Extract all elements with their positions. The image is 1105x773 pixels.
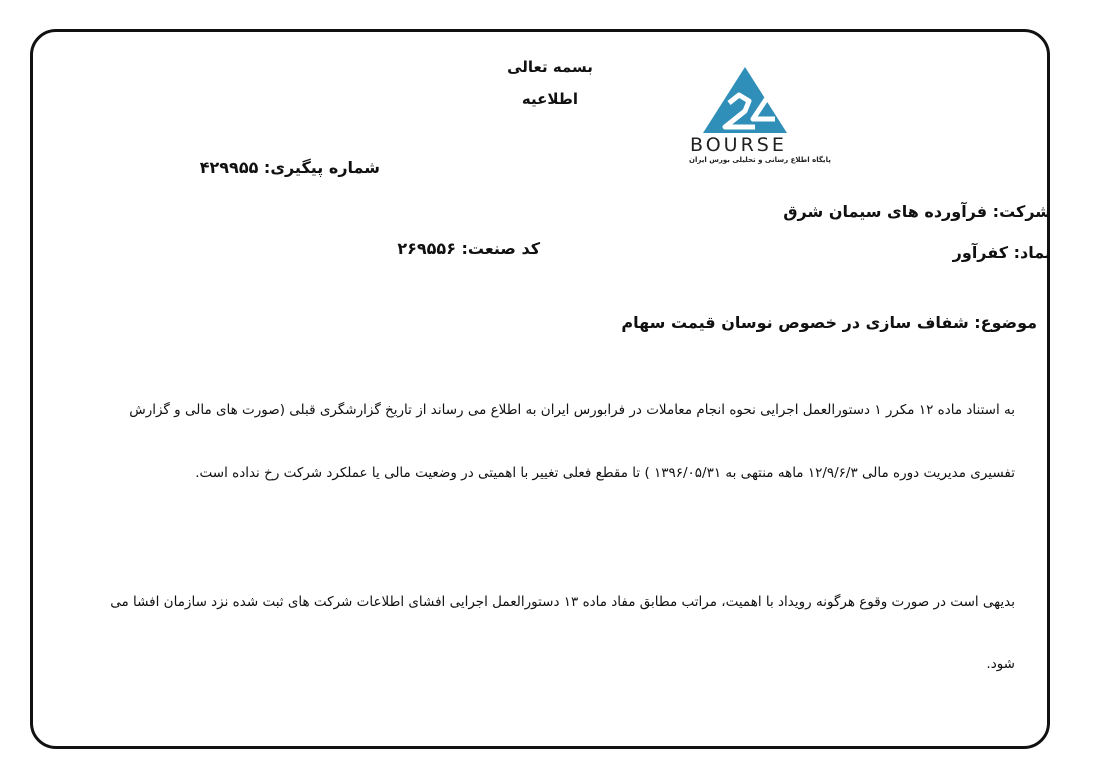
body-text: تفسیری مدیریت دوره مالی ۱۲/۹/۶/۳ ماهه منتهی به ۱۳۹۶/۰۵/۳۱ ) تا مقطع فعلی تغییر با اهمیتی در وضعیت مالی یا عملکرد شرکت رخ نداده است.: [195, 465, 1015, 481]
document-frame: [30, 29, 1050, 749]
body-text: بدیهی است در صورت وقوع هرگونه رویداد با اهمیت، مراتب مطابق مفاد ماده ۱۳ دستورالعمل اجرایی افشای اطلاعات شرکت های ثبت شده نزد سازمان افشا می: [110, 594, 1015, 610]
industry-code: کد صنعت: ۲۶۹۵۵۶: [397, 239, 540, 258]
paragraph-2-line-1: [75, 594, 1015, 610]
company-name: شرکت: فرآورده های سیمان شرق: [783, 202, 1051, 221]
paragraph-1-line-1: [75, 402, 1015, 418]
body-text: شود.: [986, 656, 1015, 672]
header-basmala: بسمه تعالی: [507, 58, 593, 76]
logo-subtitle: پایگاه اطلاع رسانی و تحلیلی بورس ایران: [689, 156, 831, 164]
paragraph-2-line-2: [75, 656, 1015, 672]
body-text: به استناد ماده ۱۲ مکرر ۱ دستورالعمل اجرایی نحوه انجام معاملات در فرابورس ایران به اطلاع می رساند از تاریخ گزارشگری قبلی (صورت های مالی و گزارش: [129, 402, 1015, 418]
paragraph-1-line-2: [75, 465, 1015, 481]
subject-line: موضوع: شفاف سازی در خصوص نوسان قیمت سهام: [621, 313, 1037, 332]
header-title: اطلاعیه: [521, 90, 579, 108]
tracking-number: شماره پیگیری: ۴۲۹۹۵۵: [199, 158, 380, 177]
logo-brand-text: BOURSE: [690, 134, 787, 156]
ticker-symbol: نماد: کفرآور: [952, 243, 1051, 262]
